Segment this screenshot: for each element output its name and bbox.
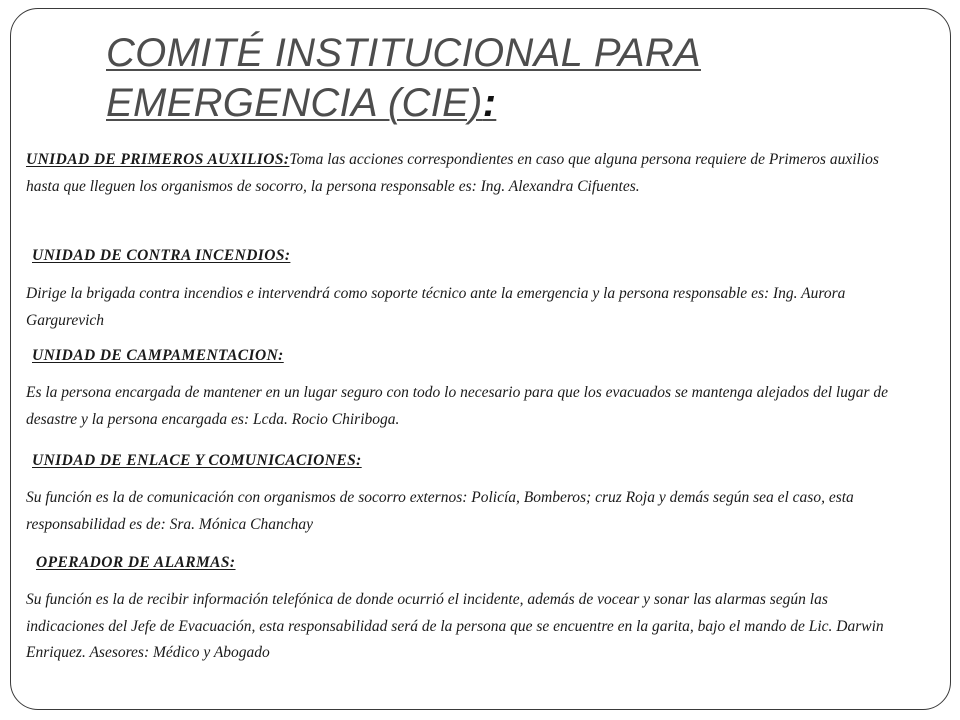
slide-title-text: COMITÉ INSTITUCIONAL PARA EMERGENCIA (CIE) [106, 31, 701, 125]
unit-enlace-comunicaciones-text: Su función es la de comunicación con organismos de socorro externos: Policía, Bomberos; cruz Roja y demás según sea el caso, esta responsabilidad es de: Sra. Mónica Chanchay [26, 489, 854, 533]
unit-campamentacion-text: Es la persona encargada de mantener en un lugar seguro con todo lo necesario para que los evacuados se mantenga alejados del lugar de desastre y la persona encargada es: Lcda. Rocio Chiriboga. [26, 384, 888, 428]
slide-title-colon: : [482, 81, 497, 125]
slide-title [106, 28, 906, 128]
unit-operador-alarmas-text: Su función es la de recibir información telefónica de donde ocurrió el incidente, además de vocear y sonar las alarmas según las indicaciones del Jefe de Evacuación, esta responsabilidad será de la persona que se encuentre en la garita, bajo el mando de Lic. Darwin Enriquez. Asesores: Médico y Abogado [26, 591, 884, 661]
unit-enlace-comunicaciones-heading: UNIDAD DE ENLACE Y COMUNICACIONES: [32, 452, 362, 469]
unit-contra-incendios-text: Dirige la brigada contra incendios e intervendrá como soporte técnico ante la emergencia y la persona responsable es: Ing. Aurora Gargurevich [26, 285, 846, 329]
unit-campamentacion-heading: UNIDAD DE CAMPAMENTACION: [32, 347, 284, 364]
unit-primeros-auxilios-text: Toma las acciones correspondientes en caso que alguna persona requiere de Primeros auxilios hasta que lleguen los organismos de socorro, la persona responsable es: Ing. Alexandra Cifuentes. [26, 151, 879, 195]
unit-primeros-auxilios-heading: UNIDAD DE PRIMEROS AUXILIOS: [26, 151, 290, 168]
unit-operador-alarmas-heading: OPERADOR DE ALARMAS: [36, 554, 236, 571]
unit-primeros-auxilios [26, 147, 906, 200]
unit-contra-incendios-heading: UNIDAD DE CONTRA INCENDIOS: [32, 247, 291, 264]
